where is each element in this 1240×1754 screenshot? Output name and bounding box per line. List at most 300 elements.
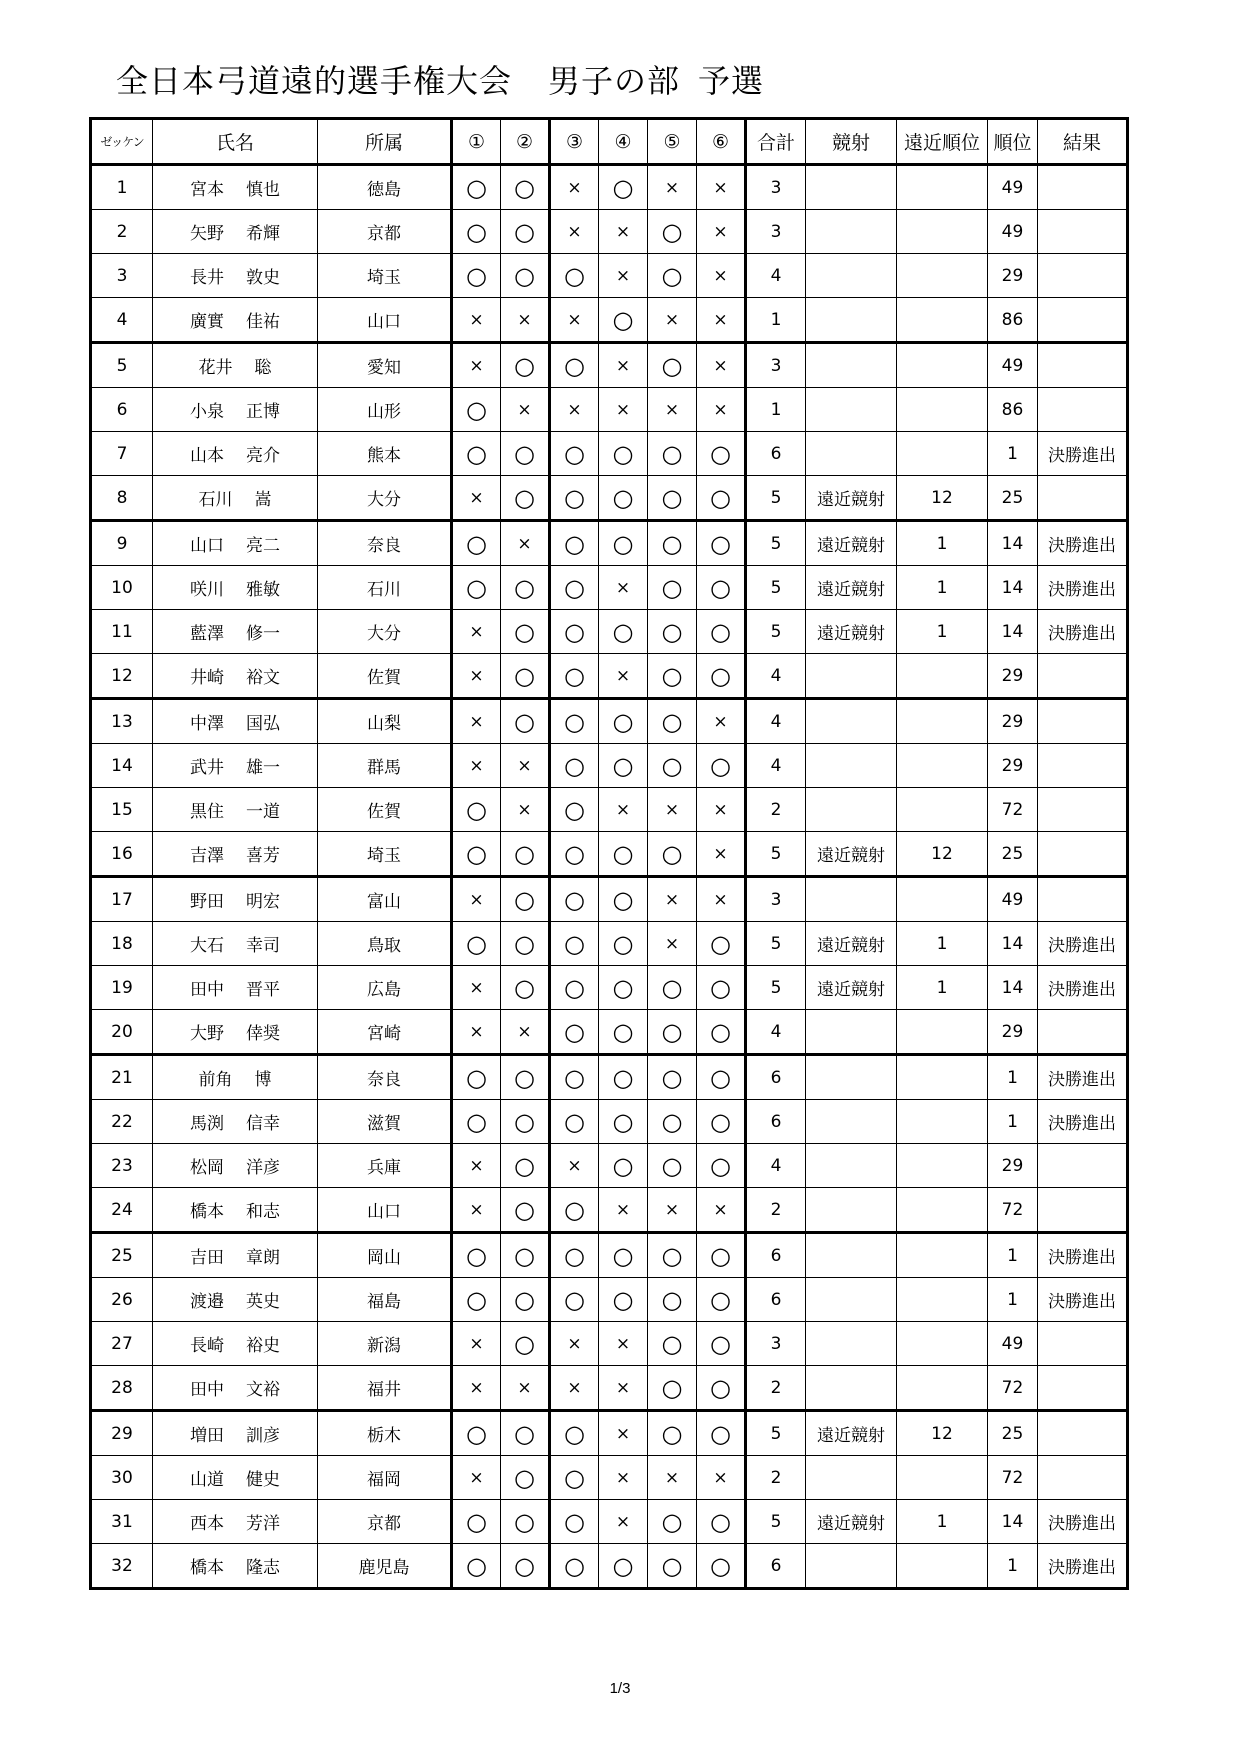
given-name: 亮二 <box>246 536 280 556</box>
zekken-number: 10 <box>91 566 153 610</box>
table-row <box>91 1500 1128 1544</box>
shot-5-mark: ○ <box>648 1144 697 1188</box>
shot-5-mark: ○ <box>648 1100 697 1144</box>
kyosha-status <box>806 1010 897 1055</box>
shot-4-mark: × <box>599 1456 648 1500</box>
shot-2-mark: ○ <box>501 832 550 877</box>
zekken-number: 19 <box>91 966 153 1010</box>
shot-6-mark: × <box>697 298 746 343</box>
shot-5-mark: ○ <box>648 566 697 610</box>
shot-1-mark: ○ <box>452 388 501 432</box>
family-name: 藍澤 <box>190 624 224 644</box>
athlete-name <box>153 165 318 210</box>
affiliation: 山梨 <box>318 699 452 744</box>
athlete-name <box>153 343 318 388</box>
family-name: 馬渕 <box>190 1114 224 1134</box>
shot-3-mark: ○ <box>550 1456 599 1500</box>
shot-3-mark: × <box>550 210 599 254</box>
zekken-number: 4 <box>91 298 153 343</box>
given-name: 訓彦 <box>246 1426 280 1446</box>
shot-2-mark: ○ <box>501 922 550 966</box>
kyosha-status <box>806 1233 897 1278</box>
athlete-name <box>153 1500 318 1544</box>
table-row <box>91 432 1128 476</box>
family-name: 吉澤 <box>190 846 224 866</box>
shot-1-mark: ○ <box>452 1100 501 1144</box>
header-shot-2: ② <box>501 119 550 165</box>
shot-2-mark: ○ <box>501 1544 550 1589</box>
table-row <box>91 1456 1128 1500</box>
header-shot-3: ③ <box>550 119 599 165</box>
table-row <box>91 1188 1128 1233</box>
kyosha-status <box>806 788 897 832</box>
shot-3-mark: × <box>550 165 599 210</box>
enkin-rank <box>897 1055 988 1100</box>
result-status: 決勝進出 <box>1038 1233 1128 1278</box>
result-status: 決勝進出 <box>1038 610 1128 654</box>
athlete-name <box>153 699 318 744</box>
shot-6-mark: × <box>697 388 746 432</box>
family-name: 増田 <box>190 1426 224 1446</box>
shot-3-mark: ○ <box>550 788 599 832</box>
overall-rank: 86 <box>988 298 1038 343</box>
result-status: 決勝進出 <box>1038 1500 1128 1544</box>
family-name: 武井 <box>190 758 224 778</box>
zekken-number: 17 <box>91 877 153 922</box>
shot-1-mark: × <box>452 1456 501 1500</box>
overall-rank: 49 <box>988 165 1038 210</box>
kyosha-status <box>806 1144 897 1188</box>
zekken-number: 21 <box>91 1055 153 1100</box>
shot-2-mark: ○ <box>501 210 550 254</box>
enkin-rank: 1 <box>897 566 988 610</box>
table-row <box>91 476 1128 521</box>
enkin-rank: 1 <box>897 922 988 966</box>
total-hits: 6 <box>746 432 806 476</box>
enkin-rank <box>897 1366 988 1411</box>
affiliation: 埼玉 <box>318 832 452 877</box>
shot-5-mark: ○ <box>648 744 697 788</box>
enkin-rank <box>897 254 988 298</box>
affiliation: 新潟 <box>318 1322 452 1366</box>
shot-2-mark: ○ <box>501 1278 550 1322</box>
shot-5-mark: ○ <box>648 343 697 388</box>
family-name: 花井 <box>198 358 233 378</box>
family-name: 黒住 <box>190 802 224 822</box>
affiliation: 福島 <box>318 1278 452 1322</box>
shot-1-mark: × <box>452 298 501 343</box>
total-hits: 6 <box>746 1233 806 1278</box>
family-name: 渡邉 <box>190 1292 224 1312</box>
shot-5-mark: ○ <box>648 1322 697 1366</box>
shot-1-mark: ○ <box>452 922 501 966</box>
shot-2-mark: ○ <box>501 1188 550 1233</box>
shot-3-mark: ○ <box>550 1233 599 1278</box>
zekken-number: 15 <box>91 788 153 832</box>
overall-rank: 1 <box>988 1278 1038 1322</box>
shot-3-mark: × <box>550 298 599 343</box>
shot-6-mark: × <box>697 254 746 298</box>
shot-5-mark: ○ <box>648 1010 697 1055</box>
kyosha-status: 遠近競射 <box>806 610 897 654</box>
total-hits: 3 <box>746 210 806 254</box>
zekken-number: 32 <box>91 1544 153 1589</box>
shot-5-mark: ○ <box>648 210 697 254</box>
athlete-name <box>153 254 318 298</box>
family-name: 山口 <box>190 536 224 556</box>
result-status <box>1038 1366 1128 1411</box>
affiliation: 滋賀 <box>318 1100 452 1144</box>
enkin-rank: 1 <box>897 1500 988 1544</box>
kyosha-status <box>806 343 897 388</box>
family-name: 小泉 <box>190 402 224 422</box>
shot-5-mark: × <box>648 788 697 832</box>
shot-5-mark: ○ <box>648 832 697 877</box>
affiliation: 兵庫 <box>318 1144 452 1188</box>
overall-rank: 25 <box>988 476 1038 521</box>
overall-rank: 29 <box>988 699 1038 744</box>
kyosha-status <box>806 1544 897 1589</box>
shot-6-mark: ○ <box>697 1233 746 1278</box>
shot-4-mark: ○ <box>599 1544 648 1589</box>
shot-2-mark: × <box>501 744 550 788</box>
shot-4-mark: × <box>599 254 648 298</box>
shot-1-mark: × <box>452 877 501 922</box>
overall-rank: 14 <box>988 610 1038 654</box>
zekken-number: 2 <box>91 210 153 254</box>
kyosha-status <box>806 1366 897 1411</box>
given-name: 隆志 <box>246 1558 280 1578</box>
family-name: 廣實 <box>190 312 224 332</box>
shot-5-mark: ○ <box>648 521 697 566</box>
result-status: 決勝進出 <box>1038 1100 1128 1144</box>
family-name: 山本 <box>190 446 224 466</box>
affiliation: 広島 <box>318 966 452 1010</box>
shot-4-mark: ○ <box>599 832 648 877</box>
affiliation: 大分 <box>318 476 452 521</box>
enkin-rank: 1 <box>897 966 988 1010</box>
overall-rank: 14 <box>988 922 1038 966</box>
shot-2-mark: ○ <box>501 566 550 610</box>
header-shot-5: ⑤ <box>648 119 697 165</box>
zekken-number: 24 <box>91 1188 153 1233</box>
overall-rank: 49 <box>988 1322 1038 1366</box>
shot-5-mark: ○ <box>648 1055 697 1100</box>
overall-rank: 1 <box>988 1100 1038 1144</box>
shot-4-mark: × <box>599 1366 648 1411</box>
enkin-rank <box>897 1322 988 1366</box>
family-name: 吉田 <box>190 1248 224 1268</box>
zekken-number: 23 <box>91 1144 153 1188</box>
athlete-name <box>153 210 318 254</box>
enkin-rank: 1 <box>897 610 988 654</box>
athlete-name <box>153 788 318 832</box>
athlete-name <box>153 654 318 699</box>
shot-4-mark: × <box>599 343 648 388</box>
athlete-name <box>153 298 318 343</box>
shot-6-mark: × <box>697 699 746 744</box>
result-status <box>1038 476 1128 521</box>
shot-3-mark: ○ <box>550 1010 599 1055</box>
shot-3-mark: ○ <box>550 1055 599 1100</box>
table-row <box>91 1544 1128 1589</box>
shot-4-mark: ○ <box>599 298 648 343</box>
kyosha-status <box>806 744 897 788</box>
result-status <box>1038 832 1128 877</box>
family-name: 長崎 <box>190 1336 224 1356</box>
shot-1-mark: × <box>452 966 501 1010</box>
total-hits: 5 <box>746 832 806 877</box>
given-name: 信幸 <box>246 1114 280 1134</box>
affiliation: 群馬 <box>318 744 452 788</box>
zekken-number: 27 <box>91 1322 153 1366</box>
given-name: 正博 <box>246 402 280 422</box>
athlete-name <box>153 1411 318 1456</box>
table-row <box>91 1010 1128 1055</box>
given-name: 洋彦 <box>246 1158 280 1178</box>
shot-4-mark: ○ <box>599 699 648 744</box>
shot-1-mark: ○ <box>452 432 501 476</box>
shot-2-mark: ○ <box>501 165 550 210</box>
kyosha-status <box>806 432 897 476</box>
family-name: 前角 <box>198 1070 233 1090</box>
zekken-number: 8 <box>91 476 153 521</box>
enkin-rank <box>897 654 988 699</box>
zekken-number: 30 <box>91 1456 153 1500</box>
shot-5-mark: ○ <box>648 1500 697 1544</box>
shot-4-mark: × <box>599 1322 648 1366</box>
given-name: 英史 <box>246 1292 280 1312</box>
shot-5-mark: ○ <box>648 432 697 476</box>
zekken-number: 25 <box>91 1233 153 1278</box>
total-hits: 5 <box>746 922 806 966</box>
given-name: 雅敏 <box>246 580 280 600</box>
shot-3-mark: × <box>550 1144 599 1188</box>
given-name: 嵩 <box>254 490 272 510</box>
header-total: 合計 <box>746 119 806 165</box>
shot-4-mark: ○ <box>599 610 648 654</box>
affiliation: 石川 <box>318 566 452 610</box>
overall-rank: 49 <box>988 343 1038 388</box>
result-status <box>1038 298 1128 343</box>
shot-4-mark: ○ <box>599 165 648 210</box>
shot-3-mark: ○ <box>550 1100 599 1144</box>
shot-4-mark: ○ <box>599 1010 648 1055</box>
kyosha-status: 遠近競射 <box>806 476 897 521</box>
affiliation: 埼玉 <box>318 254 452 298</box>
total-hits: 4 <box>746 744 806 788</box>
total-hits: 6 <box>746 1100 806 1144</box>
shot-3-mark: ○ <box>550 966 599 1010</box>
shot-3-mark: ○ <box>550 1500 599 1544</box>
result-status <box>1038 1144 1128 1188</box>
affiliation: 鹿児島 <box>318 1544 452 1589</box>
total-hits: 5 <box>746 1411 806 1456</box>
header-name: 氏名 <box>153 119 318 165</box>
total-hits: 2 <box>746 1188 806 1233</box>
shot-5-mark: ○ <box>648 654 697 699</box>
affiliation: 京都 <box>318 1500 452 1544</box>
enkin-rank <box>897 877 988 922</box>
shot-3-mark: ○ <box>550 832 599 877</box>
enkin-rank <box>897 699 988 744</box>
result-status <box>1038 1411 1128 1456</box>
kyosha-status: 遠近競射 <box>806 1411 897 1456</box>
table-row <box>91 699 1128 744</box>
family-name: 宮本 <box>190 180 224 200</box>
athlete-name <box>153 521 318 566</box>
shot-1-mark: × <box>452 343 501 388</box>
shot-2-mark: × <box>501 1366 550 1411</box>
table-row <box>91 521 1128 566</box>
athlete-name <box>153 1456 318 1500</box>
total-hits: 4 <box>746 1144 806 1188</box>
shot-5-mark: ○ <box>648 1411 697 1456</box>
enkin-rank <box>897 1144 988 1188</box>
shot-5-mark: ○ <box>648 1278 697 1322</box>
shot-6-mark: × <box>697 877 746 922</box>
table-row <box>91 832 1128 877</box>
shot-3-mark: ○ <box>550 1411 599 1456</box>
kyosha-status <box>806 654 897 699</box>
result-status <box>1038 254 1128 298</box>
kyosha-status <box>806 1188 897 1233</box>
shot-5-mark: ○ <box>648 699 697 744</box>
total-hits: 3 <box>746 1322 806 1366</box>
athlete-name <box>153 1278 318 1322</box>
given-name: 敦史 <box>246 268 280 288</box>
athlete-name <box>153 744 318 788</box>
table-row <box>91 1233 1128 1278</box>
total-hits: 6 <box>746 1055 806 1100</box>
result-status <box>1038 210 1128 254</box>
total-hits: 5 <box>746 610 806 654</box>
affiliation: 山口 <box>318 1188 452 1233</box>
total-hits: 3 <box>746 165 806 210</box>
enkin-rank <box>897 1188 988 1233</box>
shot-2-mark: ○ <box>501 476 550 521</box>
shot-5-mark: ○ <box>648 1544 697 1589</box>
header-kyosha: 競射 <box>806 119 897 165</box>
shot-2-mark: ○ <box>501 610 550 654</box>
enkin-rank: 1 <box>897 521 988 566</box>
table-row <box>91 1411 1128 1456</box>
shot-6-mark: ○ <box>697 1322 746 1366</box>
affiliation: 奈良 <box>318 521 452 566</box>
result-status: 決勝進出 <box>1038 966 1128 1010</box>
shot-1-mark: ○ <box>452 1500 501 1544</box>
shot-6-mark: × <box>697 1456 746 1500</box>
shot-6-mark: ○ <box>697 1500 746 1544</box>
shot-4-mark: ○ <box>599 877 648 922</box>
zekken-number: 14 <box>91 744 153 788</box>
shot-4-mark: × <box>599 1500 648 1544</box>
header-shot-6: ⑥ <box>697 119 746 165</box>
overall-rank: 14 <box>988 1500 1038 1544</box>
shot-3-mark: × <box>550 1366 599 1411</box>
shot-1-mark: ○ <box>452 254 501 298</box>
shot-6-mark: ○ <box>697 966 746 1010</box>
result-status <box>1038 1010 1128 1055</box>
kyosha-status: 遠近競射 <box>806 521 897 566</box>
shot-1-mark: ○ <box>452 1055 501 1100</box>
table-row <box>91 922 1128 966</box>
shot-6-mark: ○ <box>697 1100 746 1144</box>
table-row <box>91 610 1128 654</box>
kyosha-status: 遠近競射 <box>806 922 897 966</box>
affiliation: 山口 <box>318 298 452 343</box>
shot-1-mark: ○ <box>452 210 501 254</box>
table-row <box>91 1100 1128 1144</box>
given-name: 喜芳 <box>246 846 280 866</box>
result-status: 決勝進出 <box>1038 432 1128 476</box>
overall-rank: 1 <box>988 1233 1038 1278</box>
shot-2-mark: × <box>501 788 550 832</box>
shot-4-mark: × <box>599 388 648 432</box>
enkin-rank <box>897 1456 988 1500</box>
shot-2-mark: ○ <box>501 654 550 699</box>
overall-rank: 49 <box>988 210 1038 254</box>
shot-3-mark: ○ <box>550 699 599 744</box>
shot-6-mark: ○ <box>697 566 746 610</box>
athlete-name <box>153 388 318 432</box>
enkin-rank: 12 <box>897 476 988 521</box>
table-row <box>91 210 1128 254</box>
result-status <box>1038 788 1128 832</box>
total-hits: 6 <box>746 1278 806 1322</box>
athlete-name <box>153 877 318 922</box>
given-name: 倖奨 <box>246 1024 280 1044</box>
result-status <box>1038 1188 1128 1233</box>
shot-6-mark: ○ <box>697 476 746 521</box>
shot-5-mark: × <box>648 165 697 210</box>
header-zekken: ゼッケン <box>91 119 153 165</box>
family-name: 大石 <box>190 936 224 956</box>
kyosha-status <box>806 1100 897 1144</box>
enkin-rank <box>897 788 988 832</box>
shot-3-mark: ○ <box>550 1188 599 1233</box>
zekken-number: 16 <box>91 832 153 877</box>
shot-3-mark: ○ <box>550 654 599 699</box>
overall-rank: 29 <box>988 1010 1038 1055</box>
shot-1-mark: ○ <box>452 1233 501 1278</box>
kyosha-status <box>806 298 897 343</box>
given-name: 亮介 <box>246 446 280 466</box>
shot-4-mark: ○ <box>599 1278 648 1322</box>
overall-rank: 1 <box>988 1544 1038 1589</box>
header-pref: 所属 <box>318 119 452 165</box>
shot-6-mark: ○ <box>697 610 746 654</box>
table-row <box>91 788 1128 832</box>
shot-2-mark: ○ <box>501 877 550 922</box>
shot-2-mark: ○ <box>501 1233 550 1278</box>
result-status <box>1038 654 1128 699</box>
shot-1-mark: ○ <box>452 566 501 610</box>
enkin-rank <box>897 343 988 388</box>
shot-2-mark: ○ <box>501 1144 550 1188</box>
kyosha-status <box>806 1278 897 1322</box>
shot-6-mark: × <box>697 832 746 877</box>
affiliation: 愛知 <box>318 343 452 388</box>
total-hits: 5 <box>746 566 806 610</box>
given-name: 一道 <box>246 802 280 822</box>
page-number: 1/3 <box>609 1680 631 1697</box>
affiliation: 徳島 <box>318 165 452 210</box>
enkin-rank <box>897 165 988 210</box>
table-row <box>91 343 1128 388</box>
overall-rank: 86 <box>988 388 1038 432</box>
results-table <box>89 117 1129 1590</box>
